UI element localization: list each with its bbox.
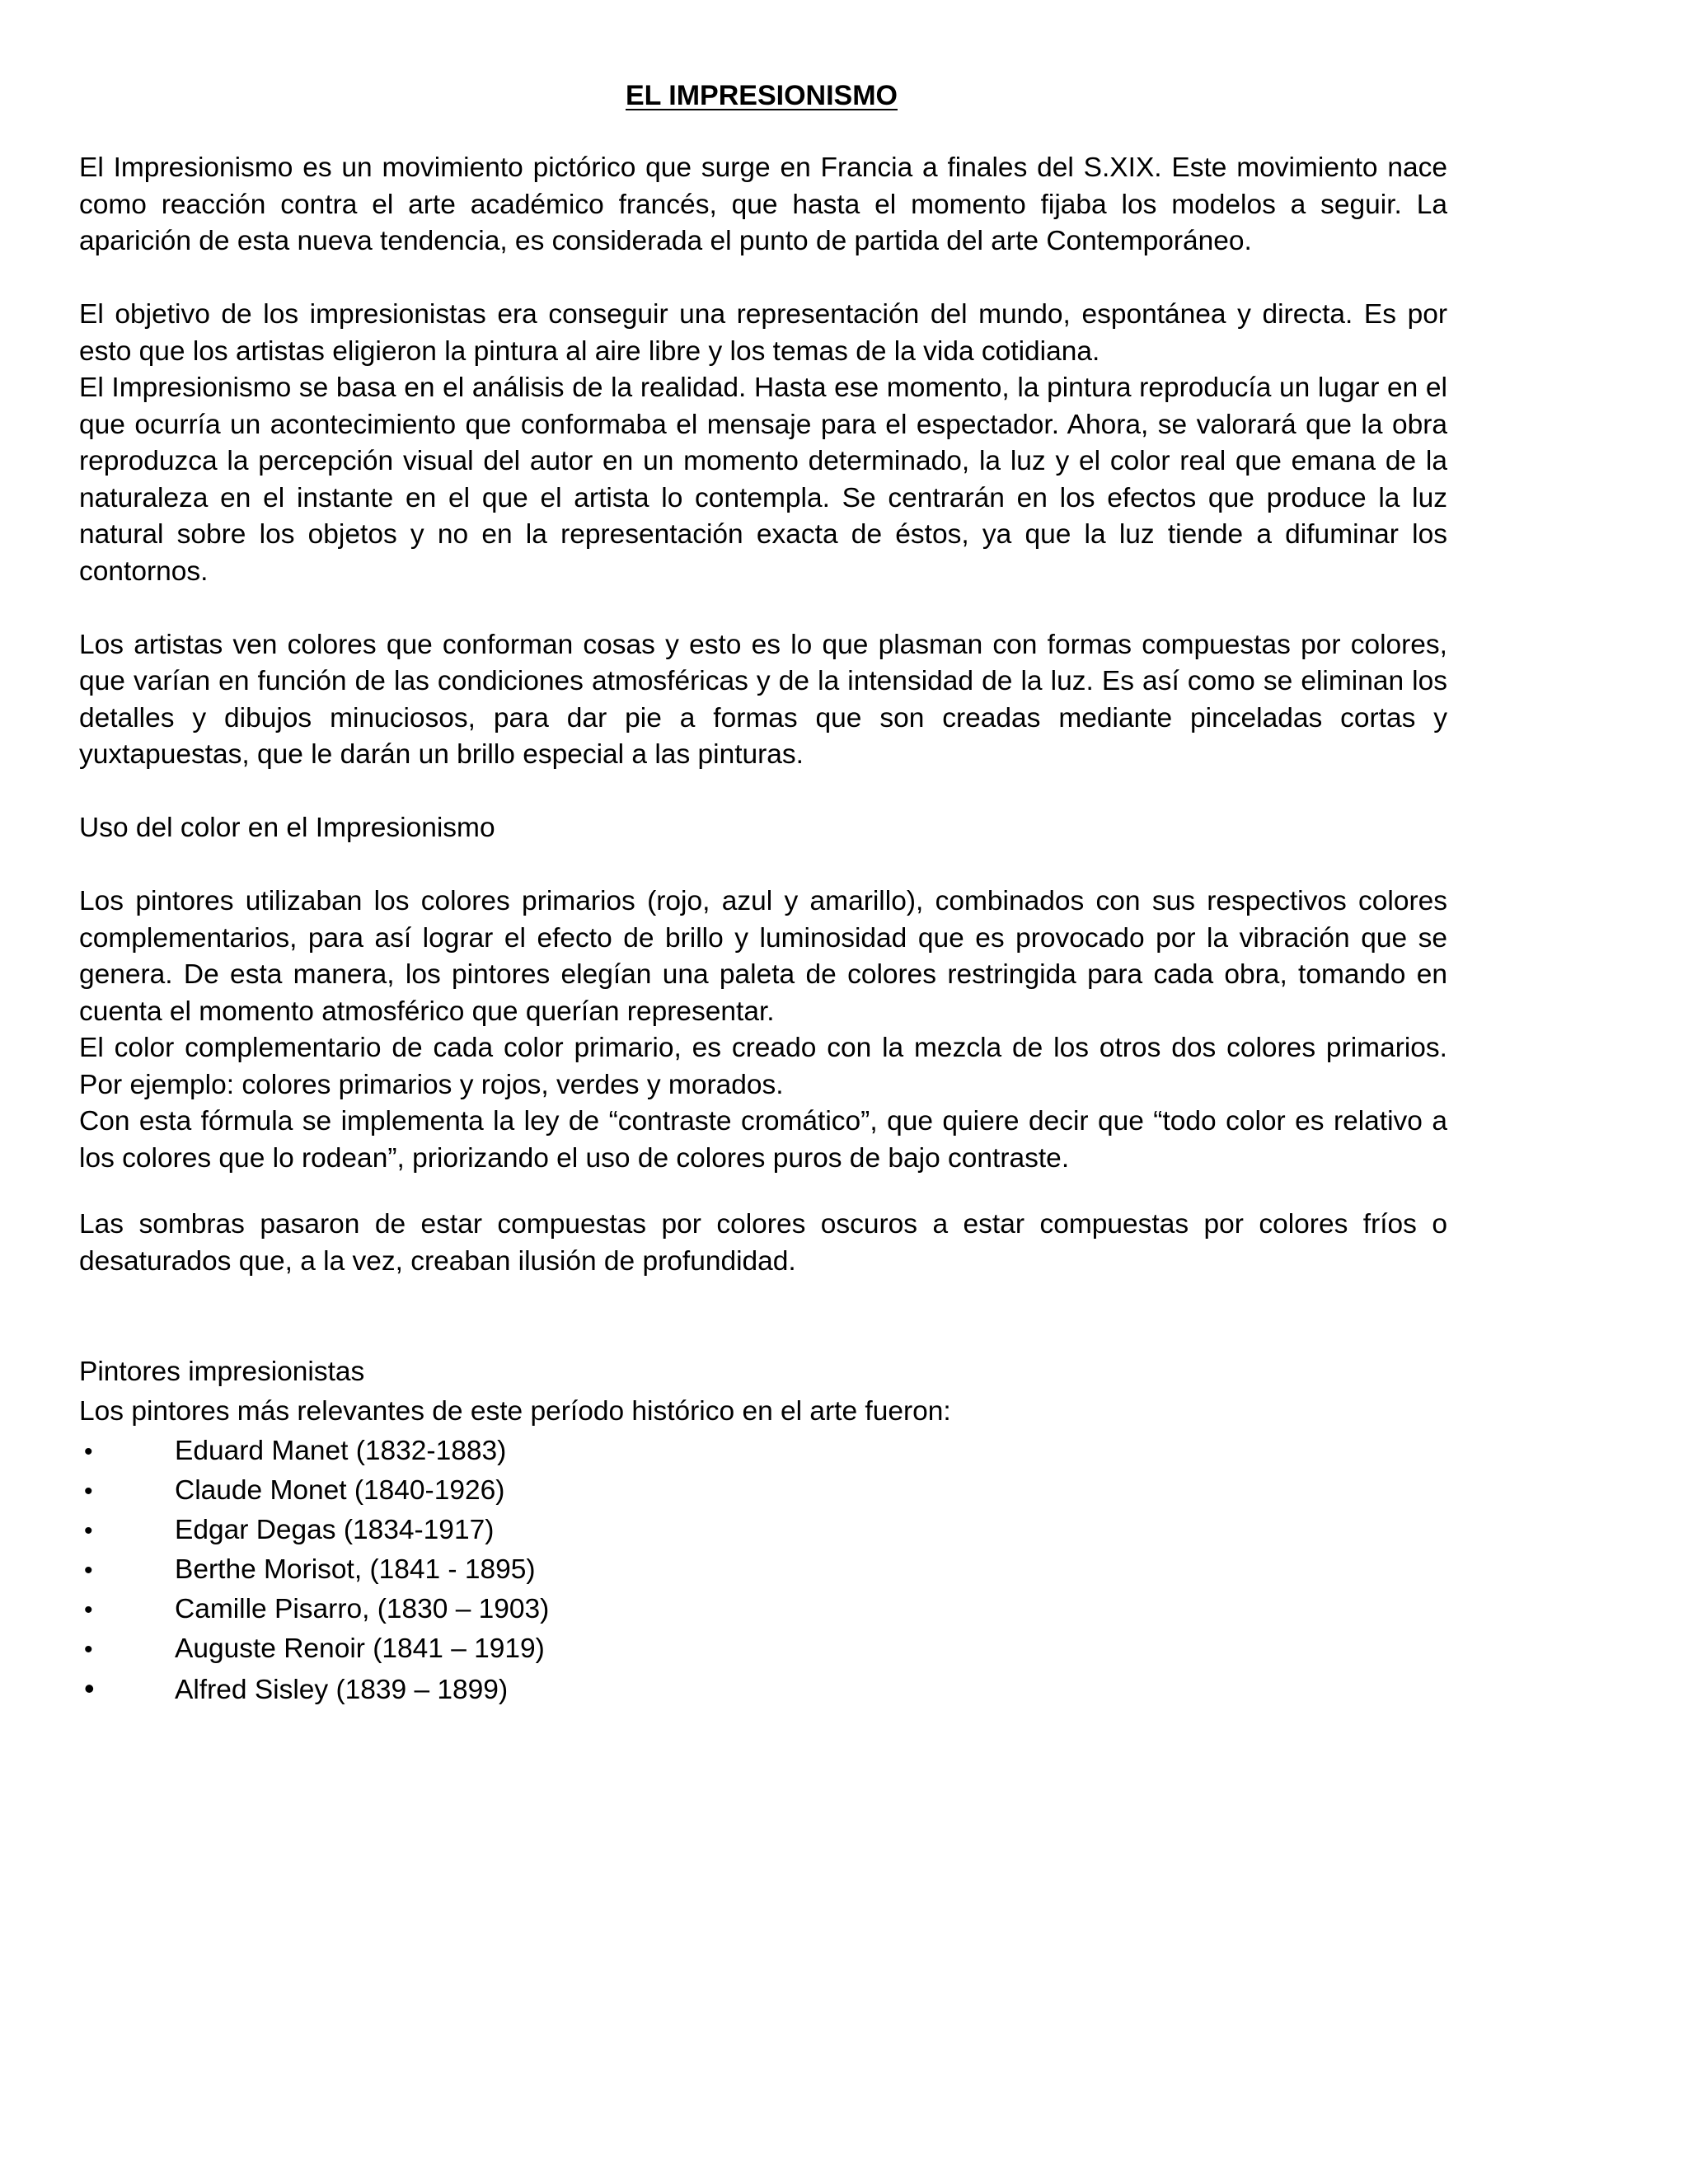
paragraph-spacer [79, 590, 1447, 627]
paragraph-intro: El Impresionismo es un movimiento pictórico que surge en Francia a finales del S.XIX. Este movimiento nace como reacción contra el arte académico francés, que hasta el momento fijaba los modelos a seguir. La aparición de esta nueva tendencia, es considerada el punto de partida del arte Contemporáneo. [79, 152, 1447, 256]
painter-name: Edgar Degas (1834-1917) [175, 1515, 495, 1545]
document-body [79, 150, 1447, 1708]
section-heading-painters: Pintores impresionistas [79, 1357, 365, 1387]
list-item [79, 1590, 1447, 1629]
paragraph-spacer [79, 847, 1447, 884]
bullet-icon: • [84, 1478, 93, 1505]
painter-name: Claude Monet (1840-1926) [175, 1475, 505, 1506]
painters-list [79, 1432, 1447, 1708]
paragraph-spacer [79, 1280, 1447, 1352]
bullet-icon: • [84, 1438, 93, 1465]
page-title: EL IMPRESIONISMO [626, 80, 898, 111]
bullet-icon: • [84, 1557, 93, 1584]
paragraph-spacer [79, 1177, 1447, 1207]
paragraph-primary-colors: Los pintores utilizaban los colores primarios (rojo, azul y amarillo), combinados con sus respectivos colores complementarios, para así lograr el efecto de brillo y luminosidad que es provocado por la vibración que se genera. De esta manera, los pintores elegían una paleta de colores restringida para cada obra, tomando en cuenta el momento atmosférico que querían representar. [79, 886, 1447, 1027]
list-item [79, 1669, 1447, 1708]
painter-name: Auguste Renoir (1841 – 1919) [175, 1633, 545, 1664]
painter-name: Berthe Morisot, (1841 - 1895) [175, 1554, 536, 1585]
list-item [79, 1471, 1447, 1511]
section-heading-color: Uso del color en el Impresionismo [79, 813, 495, 843]
paragraph-colors: Los artistas ven colores que conforman cosas y esto es lo que plasman con formas compuestas por colores, que varían en función de las condiciones atmosféricas y de la intensidad de la luz. Es así como se eliminan los detalles y dibujos minuciosos, para dar pie a formas que son creadas mediante pinceladas cortas y yuxtapuestas, que le darán un brillo especial a las pinturas. [79, 629, 1447, 770]
paragraph-analysis: El Impresionismo se basa en el análisis de la realidad. Hasta ese momento, la pintura reproducía un lugar en el que ocurría un acontecimiento que conformaba el mensaje para el espectador. Ahora, se valorará que la obra reproduzca la percepción visual del autor en un momento determinado, la luz y el color real que emana de la naturaleza en el instante en el que el artista lo contempla. Se centrarán en los efectos que produce la luz natural sobre los objetos y no en la representación exacta de éstos, ya que la luz tiende a difuminar los contornos. [79, 373, 1447, 587]
list-item [79, 1511, 1447, 1550]
bullet-icon: • [84, 1596, 93, 1624]
paragraph-shadows: Las sombras pasaron de estar compuestas por colores oscuros a estar compuestas por colores fríos o desaturados que, a la vez, creaban ilusión de profundidad. [79, 1209, 1447, 1277]
bullet-icon: • [84, 1636, 93, 1663]
painter-name: Camille Pisarro, (1830 – 1903) [175, 1594, 550, 1624]
painters-intro: Los pintores más relevantes de este período histórico en el arte fueron: [79, 1396, 951, 1427]
paragraph-spacer [79, 260, 1447, 298]
bullet-icon: • [84, 1517, 93, 1544]
paragraph-contrast: Con esta fórmula se implementa la ley de “contraste cromático”, que quiere decir que “todo color es relativo a los colores que lo rodean”, priorizando el uso de colores puros de bajo contraste. [79, 1106, 1447, 1174]
bullet-icon: • [84, 1671, 95, 1705]
painter-name: Alfred Sisley (1839 – 1899) [175, 1675, 509, 1705]
list-item [79, 1629, 1447, 1669]
paragraph-objective: El objetivo de los impresionistas era conseguir una representación del mundo, espontánea y directa. Es por esto que los artistas eligieron la pintura al aire libre y los temas de la vida cotidiana. [79, 299, 1447, 367]
paragraph-complementary: El color complementario de cada color primario, es creado con la mezcla de los otros dos colores primarios. Por ejemplo: colores primarios y rojos, verdes y morados. [79, 1033, 1447, 1100]
list-item [79, 1550, 1447, 1590]
paragraph-spacer [79, 774, 1447, 811]
list-item [79, 1432, 1447, 1471]
painter-name: Eduard Manet (1832-1883) [175, 1436, 507, 1466]
